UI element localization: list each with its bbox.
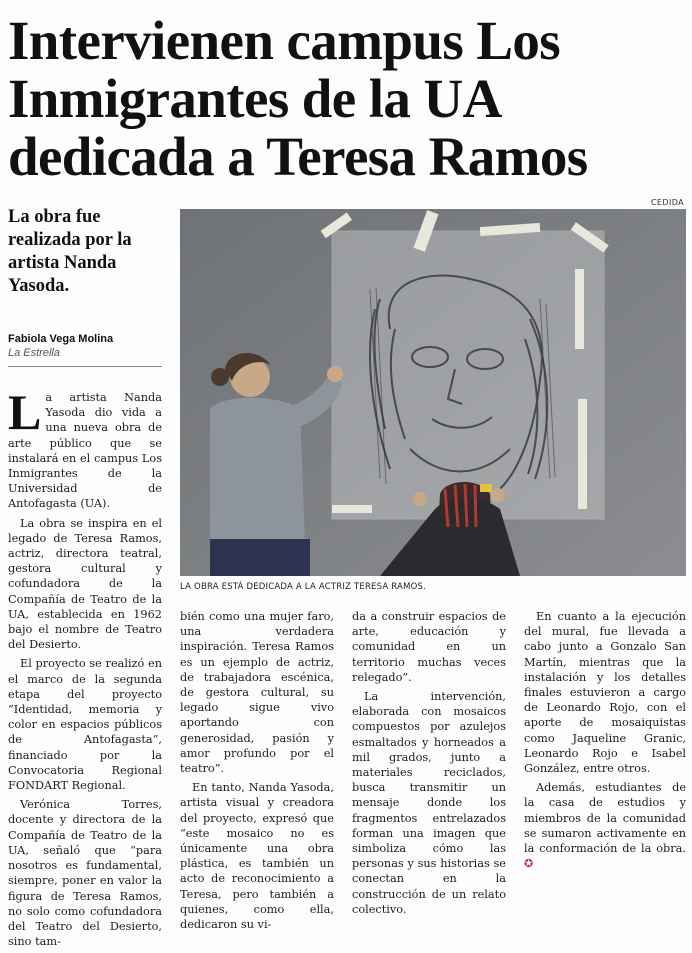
paragraph-text: a artista Nanda Yasoda dio vida a una nueva obra de arte público que se instalará en el campus Los Inmigrantes de la Universidad de Antofagasta (UA). <box>8 391 162 511</box>
author-name: Fabiola Vega Molina <box>8 333 114 345</box>
mural-photo-illustration <box>180 209 686 576</box>
publication-name: La Estrella <box>8 347 60 359</box>
byline-divider <box>8 366 162 367</box>
deck: La obra fue realizada por la artista Nanda Yasoda. <box>8 207 132 296</box>
byline <box>8 333 168 360</box>
drop-cap: L <box>8 384 42 440</box>
paragraph <box>8 384 162 512</box>
end-mark-icon: ✪ <box>524 857 534 871</box>
article-column-2 <box>180 609 334 936</box>
paragraph: En tanto, Nanda Yasoda, artista visual y creadora del proyecto, expresó que “este mosaico no es únicamente una obra plástica, es también un acto de reconocimiento a Teresa, pero también a quienes, como ella, dedicaron su vi- <box>180 781 334 932</box>
paragraph: El proyecto se realizó en el marco de la segunda etapa del proyecto “Identidad, memoria y color en espacios públicos de Antofagasta”, financiado por la Convocatoria Regional FONDART Regional. <box>8 657 162 793</box>
mural-photo <box>180 209 686 576</box>
paragraph-text: Además, estudiantes de la casa de estudios y miembros de la comunidad se sumaron activamente en la conformación de la obra. <box>524 781 686 856</box>
paragraph: bién como una mujer faro, una verdadera inspiración. Teresa Ramos es un ejemplo de actriz, de trabajadora escénica, de gestora cultural, su legado sigue vivo aportando con generosidad, pasión y amor profundo por el teatro”. <box>180 610 334 776</box>
paragraph: da a construir espacios de arte, educación y comunidad en un territorio muchas veces relegado”. <box>352 610 506 684</box>
paragraph: Verónica Torres, docente y directora de la Compañía de Teatro de la UA, señaló que “para nosotros es fundamental, siempre, poner en valor la figura de Teresa Ramos, no solo como cofundadora del Teatro del Desierto, sino tam- <box>8 798 162 949</box>
paragraph: La obra se inspira en el legado de Teresa Ramos, actriz, directora teatral, gestora cultural y cofundadora de la Compañía de Teatro de la UA, establecida en 1962 bajo el nombre de Teatro del Desierto. <box>8 516 162 652</box>
article-column-3 <box>352 609 506 921</box>
headline-line: Inmigrantes de la UA <box>8 68 502 129</box>
paragraph: La intervención, elaborada con mosaicos compuestos por azulejos esmaltados y horneados a mil grados, junto a materiales reciclados, busca transmitir un mensaje donde los fragmentos entrelazados forman una imagen que simboliza cómo las personas y sus historias se conectan en la construcción de un relato colectivo. <box>352 690 506 916</box>
article-column-4 <box>524 609 686 875</box>
paragraph <box>524 780 686 871</box>
headline <box>8 12 684 186</box>
paragraph: En cuanto a la ejecución del mural, fue llevada a cabo junto a Gonzalo San Martín, mientras que la instalación y los detalles finales estuvieron a cargo de Leonardo Rojo, con el aporte de mosaiquistas como Jaqueline Granic, Leonardo Rojo e Isabel González, entre otros. <box>524 610 686 776</box>
headline-line: Intervienen campus Los <box>8 10 561 71</box>
photo-credit: CEDIDA <box>650 198 684 207</box>
article-column-1 <box>8 384 162 953</box>
headline-line: dedicada a Teresa Ramos <box>8 126 588 187</box>
photo-caption: LA OBRA ESTÁ DEDICADA A LA ACTRIZ TERESA RAMOS. <box>180 582 426 592</box>
